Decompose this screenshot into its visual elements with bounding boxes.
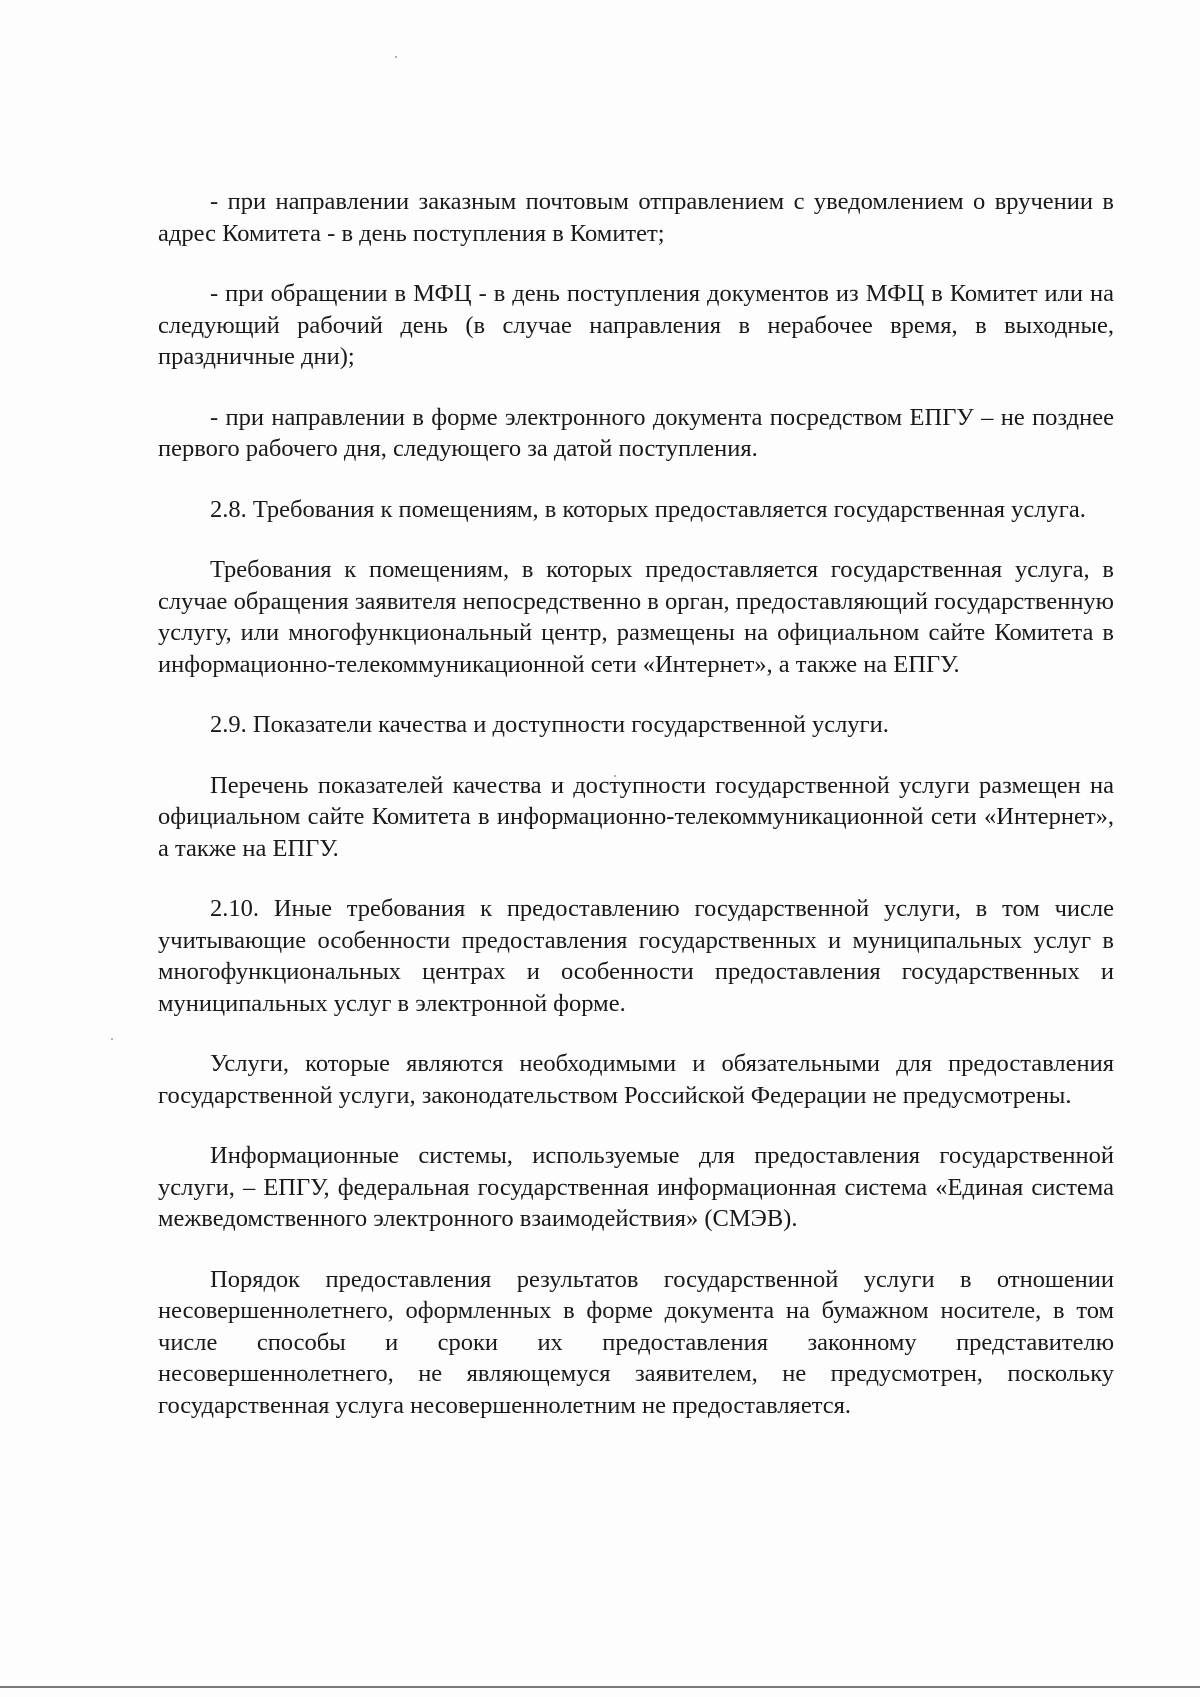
paragraph-electronic-submission: - при направлении в форме электронного документа посредством ЕПГУ – не позднее первого рабочего дня, следующего за датой поступления. <box>158 403 1114 462</box>
section-heading-2-10: 2.10. Иные требования к предоставлению государственной услуги, в том числе учитывающие особенности предоставления государственных и муниципальных услуг в многофункциональных центрах и особенности предоставления государственных и муниципальных услуг в электронной форме. <box>158 895 1114 1017</box>
page-bottom-rule <box>0 1686 1200 1688</box>
paragraph-postal-delivery: - при направлении заказным почтовым отправлением с уведомлением о вручении в адрес Комитета - в день поступления в Комитет; <box>158 188 1114 247</box>
paragraph-quality-indicators: Перечень показателей качества и доступности государственной услуги размещен на официальном сайте Комитета в информационно-телекоммуникационной сети «Интернет», а также на ЕПГУ. <box>158 771 1114 862</box>
scan-speck <box>111 1038 113 1040</box>
section-heading-2-8: 2.8. Требования к помещениям, в которых предоставляется государственная услуга. <box>210 495 1086 523</box>
document-body <box>158 186 1114 1421</box>
paragraph-minor-results: Порядок предоставления результатов государственной услуги в отношении несовершеннолетнего, оформленных в форме документа на бумажном носителе, в том числе способы и сроки их предоставления законному представителю несовершеннолетнего, не являющемуся заявителем, не предусмотрен, поскольку государственная услуга несовершеннолетним не предоставляется. <box>158 1265 1114 1419</box>
scan-speck <box>395 56 397 58</box>
paragraph-required-services: Услуги, которые являются необходимыми и обязательными для предоставления государственной услуги, законодательством Российской Федерации не предусмотрены. <box>158 1050 1114 1109</box>
paragraph-premises-requirements: Требования к помещениям, в которых предоставляется государственная услуга, в случае обращения заявителя непосредственно в орган, предоставляющий государственную услугу, или многофункциональный центр, размещены на официальном сайте Комитета в информационно-телекоммуникационной сети «Интернет», а также на ЕПГУ. <box>158 556 1114 678</box>
paragraph-mfc-submission: - при обращении в МФЦ - в день поступления документов из МФЦ в Комитет или на следующий рабочий день (в случае направления в нерабочее время, в выходные, праздничные дни); <box>158 280 1114 370</box>
section-heading-2-9: 2.9. Показатели качества и доступности государственной услуги. <box>210 711 889 738</box>
paragraph-information-systems: Информационные системы, используемые для предоставления государственной услуги, – ЕПГУ, федеральная государственная информационная система «Единая система межведомственного электронного взаимодействия» (СМЭВ). <box>158 1142 1114 1232</box>
